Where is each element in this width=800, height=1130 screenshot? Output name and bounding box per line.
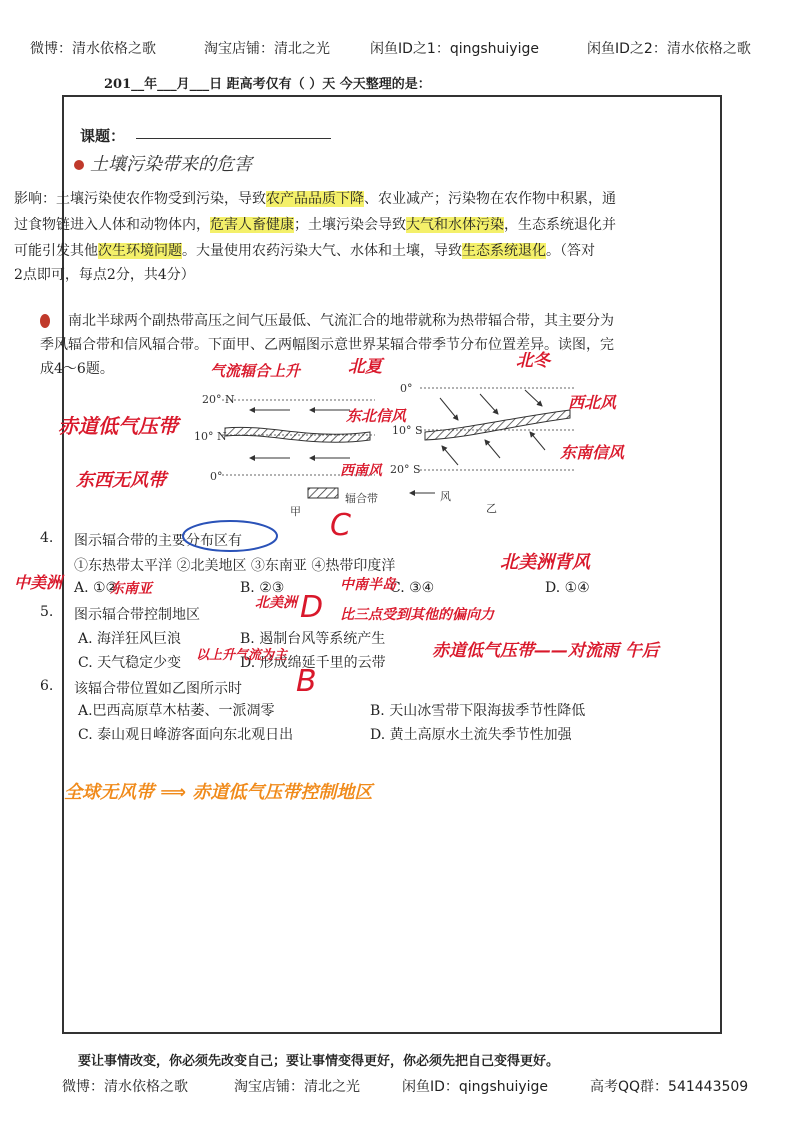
topic-underline	[136, 138, 331, 139]
bullet-dot-2	[40, 314, 50, 328]
hand-beixia: 北夏	[348, 357, 382, 377]
q5-number: 5.	[40, 604, 54, 620]
soil-text: ，生态系统退化并	[504, 217, 616, 233]
header-xianyu1: 闲鱼ID之1：qingshuiyige	[370, 41, 539, 57]
soil-line-3	[14, 240, 595, 260]
soil-highlight: 次生环境问题	[98, 243, 182, 259]
q5-option-b[interactable]: B. 遏制台风等系统产生	[240, 631, 386, 647]
panel-label-yi: 乙	[486, 502, 497, 515]
footer-qq: 高考QQ群：541443509	[590, 1079, 749, 1095]
intro-line-1: 南北半球两个副热带高压之间气压最低、气流汇合的地带就称为热带辐合带，其主要分为	[68, 313, 614, 329]
soil-text: 可能引发其他	[14, 243, 98, 259]
soil-text: 。（答对	[546, 243, 595, 259]
soil-line-1	[14, 188, 616, 208]
lat-label: 0°	[400, 382, 413, 395]
soil-highlight: 大气和水体污染	[406, 217, 504, 233]
legend-band-swatch	[308, 488, 338, 498]
legend-wind-label: 风	[440, 490, 451, 503]
hand-q5-note: 比三点受到其他的偏向力	[340, 607, 494, 623]
q6-option-c[interactable]: C. 泰山观日峰游客面向东北观日出	[78, 727, 294, 743]
footer-weibo: 微博：清水依格之歌	[62, 1079, 188, 1095]
lat-label: 20° S	[390, 463, 421, 476]
soil-text: 影响：土壤污染使农作物受到污染，导致	[14, 191, 266, 207]
hand-q5-left: 以上升气流为主	[196, 648, 288, 663]
hand-q4-left: 中美洲	[14, 573, 63, 592]
soil-highlight: 生态系统退化	[462, 243, 546, 259]
header-xianyu2: 闲鱼ID之2：清水依格之歌	[587, 41, 751, 57]
hand-dongbei: 东北信风	[346, 407, 407, 425]
lat-label: 0°	[210, 470, 223, 483]
soil-highlight: 农产品品质下降	[266, 191, 364, 207]
motto: 要让事情改变，你必须先改变自己；要让事情变得更好，你必须先把自己变得更好。	[78, 1054, 560, 1069]
q5-option-a[interactable]: A. 海洋狂风巨浪	[78, 631, 182, 647]
soil-line-4: 2点即可，每点2分，共4分）	[14, 267, 195, 283]
topic-label: 课题：	[80, 127, 126, 145]
lat-label: 10° S	[392, 424, 423, 437]
hand-q4-mid2: 北美洲	[255, 595, 297, 611]
header-taobao: 淘宝店铺：清北之光	[204, 41, 330, 57]
soil-text: ；土壤污染会导致	[294, 217, 406, 233]
footer-taobao: 淘宝店铺：清北之光	[234, 1079, 360, 1095]
q4-circle-mark	[180, 518, 280, 554]
q4-number: 4.	[40, 530, 54, 546]
soil-text: 过食物链进入人体和动物体内，	[14, 217, 210, 233]
q4-option-a[interactable]: A. ①②	[74, 580, 119, 596]
panel-label-jia: 甲	[290, 505, 301, 518]
q5-option-c[interactable]: C. 天气稳定少变	[78, 655, 182, 671]
hand-q4-ans: C	[330, 508, 351, 543]
bullet-dot	[74, 160, 84, 170]
hand-xinan: 西南风	[340, 463, 382, 479]
footer-xianyu: 闲鱼ID：qingshuiyige	[402, 1079, 549, 1095]
hand-dongnan: 东南信风	[560, 443, 625, 462]
q6-option-d[interactable]: D. 黄土高原水土流失季节性加强	[370, 727, 572, 743]
legend-band-label: 辐合带	[345, 492, 378, 505]
hand-dongwu: 东西无风带	[76, 470, 166, 491]
hand-q4-right: 北美洲背风	[500, 552, 590, 573]
hand-chidao: 赤道低气压带	[58, 414, 178, 438]
hand-xibei: 西北风	[568, 393, 617, 412]
hand-q4-mid3: 中南半岛	[340, 577, 396, 593]
hand-q5-right: 赤道低气压带——对流雨 午后	[432, 641, 659, 661]
soil-line-2	[14, 214, 616, 234]
q4-choices: ①东热带太平洋 ②北美地区 ③东南亚 ④热带印度洋	[74, 558, 396, 574]
lat-label: 10° N	[194, 430, 227, 443]
hand-qiliu: 气流辐合上升	[210, 362, 301, 380]
intro-line-2: 季风辐合带和信风辐合带。下面甲、乙两幅图示意世界某辐合带季节分布位置差异。读图，完	[40, 337, 614, 353]
diagram-panel-yi	[420, 388, 575, 470]
q5-option-d[interactable]: D. 形成绵延千里的云带	[240, 655, 386, 671]
hand-q5-ans: D	[300, 590, 324, 625]
q6-option-b[interactable]: B. 天山冰雪带下限海拔季节性降低	[370, 703, 586, 719]
q6-option-a[interactable]: A.巴西高原草木枯萎、一派凋零	[78, 703, 275, 719]
hand-bottom-note: 全球无风带 ⟹ 赤道低气压带控制地区	[64, 782, 373, 803]
q4-stem: 图示辐合带的主要分布区有	[74, 533, 242, 549]
date-line: 201__年___月___日 距高考仅有（ ）天 今天整理的是：	[104, 77, 431, 92]
intro-line-3: 成4～6题。	[40, 361, 114, 377]
q6-stem: 该辐合带位置如乙图所示时	[74, 681, 242, 697]
q5-stem: 图示辐合带控制地区	[74, 607, 200, 623]
lat-label: 20° N	[202, 393, 235, 406]
topic-handwritten: 土壤污染带来的危害	[90, 154, 252, 175]
q4-option-d[interactable]: D. ①④	[545, 580, 590, 596]
q4-option-c[interactable]: C. ③④	[390, 580, 435, 596]
soil-text: 。大量使用农药污染大气、水体和土壤，导致	[182, 243, 462, 259]
header-weibo: 微博：清水依格之歌	[30, 41, 156, 57]
q6-number: 6.	[40, 678, 54, 694]
hand-q6-ans: B	[296, 664, 317, 699]
hand-q4-mid1: 东南亚	[110, 581, 152, 597]
soil-highlight: 危害人畜健康	[210, 217, 294, 233]
soil-text: 、农业减产；污染物在农作物中积累，通	[364, 191, 616, 207]
q4-option-b[interactable]: B. ②③	[240, 580, 285, 596]
hand-beidong: 北冬	[516, 351, 550, 371]
